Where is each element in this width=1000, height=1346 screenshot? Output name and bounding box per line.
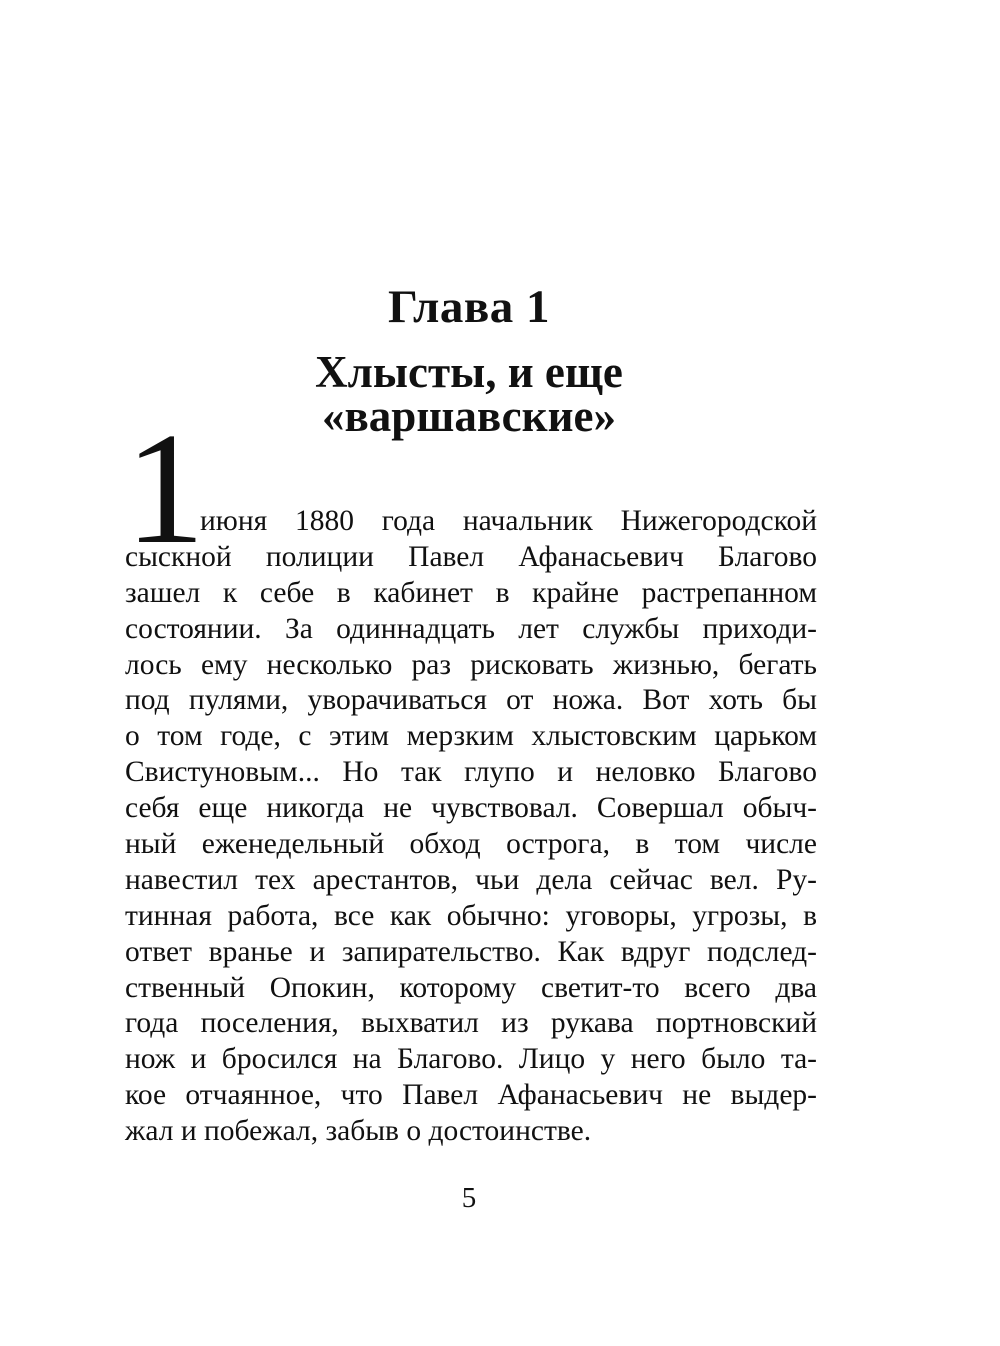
body-line: года поселения, выхватил из рукава портновский xyxy=(125,1007,817,1040)
body-line: июня 1880 года начальник Нижегородской xyxy=(200,505,817,537)
body-line: лось ему несколько раз рисковать жизнью, бегать xyxy=(125,648,817,681)
body-line: о том годе, с этим мерзким хлыстовским царьком xyxy=(125,720,817,753)
chapter-title-line-1: Хлысты, и еще xyxy=(315,347,623,397)
body-line: ный еженедельный обход острога, в том числе xyxy=(125,828,817,861)
body-line: ственный Опокин, которому светит-то всего два xyxy=(125,971,817,1004)
body-paragraph xyxy=(125,504,817,1150)
body-line: нож и бросился на Благово. Лицо у него было та- xyxy=(125,1043,817,1076)
chapter-title-line-2: «варшавские» xyxy=(322,391,616,441)
body-line: навестил тех арестантов, чьи дела сейчас вел. Ру- xyxy=(125,863,817,896)
body-line: кое отчаянное, что Павел Афанасьевич не выдер- xyxy=(125,1079,817,1112)
body-line: жал и побежал, забыв о достоинстве. xyxy=(125,1115,592,1148)
body-line: зашел к себе в кабинет в крайне растрепанном xyxy=(125,576,817,609)
page-number: 5 xyxy=(461,1182,477,1214)
body-line: себя еще никогда не чувствовал. Совершал обыч- xyxy=(125,792,817,825)
drop-cap: 1 xyxy=(125,399,205,577)
body-line: Свистуновым... Но так глупо и неловко Благово xyxy=(125,756,817,789)
body-line: состоянии. За одиннадцать лет службы приходи- xyxy=(125,612,817,645)
body-line: под пулями, уворачиваться от ножа. Вот хоть бы xyxy=(125,684,817,717)
body-line: тинная работа, все как обычно: уговоры, угрозы, в xyxy=(125,899,817,932)
body-line: ответ вранье и запирательство. Как вдруг подслед- xyxy=(125,935,817,968)
body-line: сыскной полиции Павел Афанасьевич Благово xyxy=(125,540,817,573)
chapter-label: Глава 1 xyxy=(387,281,551,333)
